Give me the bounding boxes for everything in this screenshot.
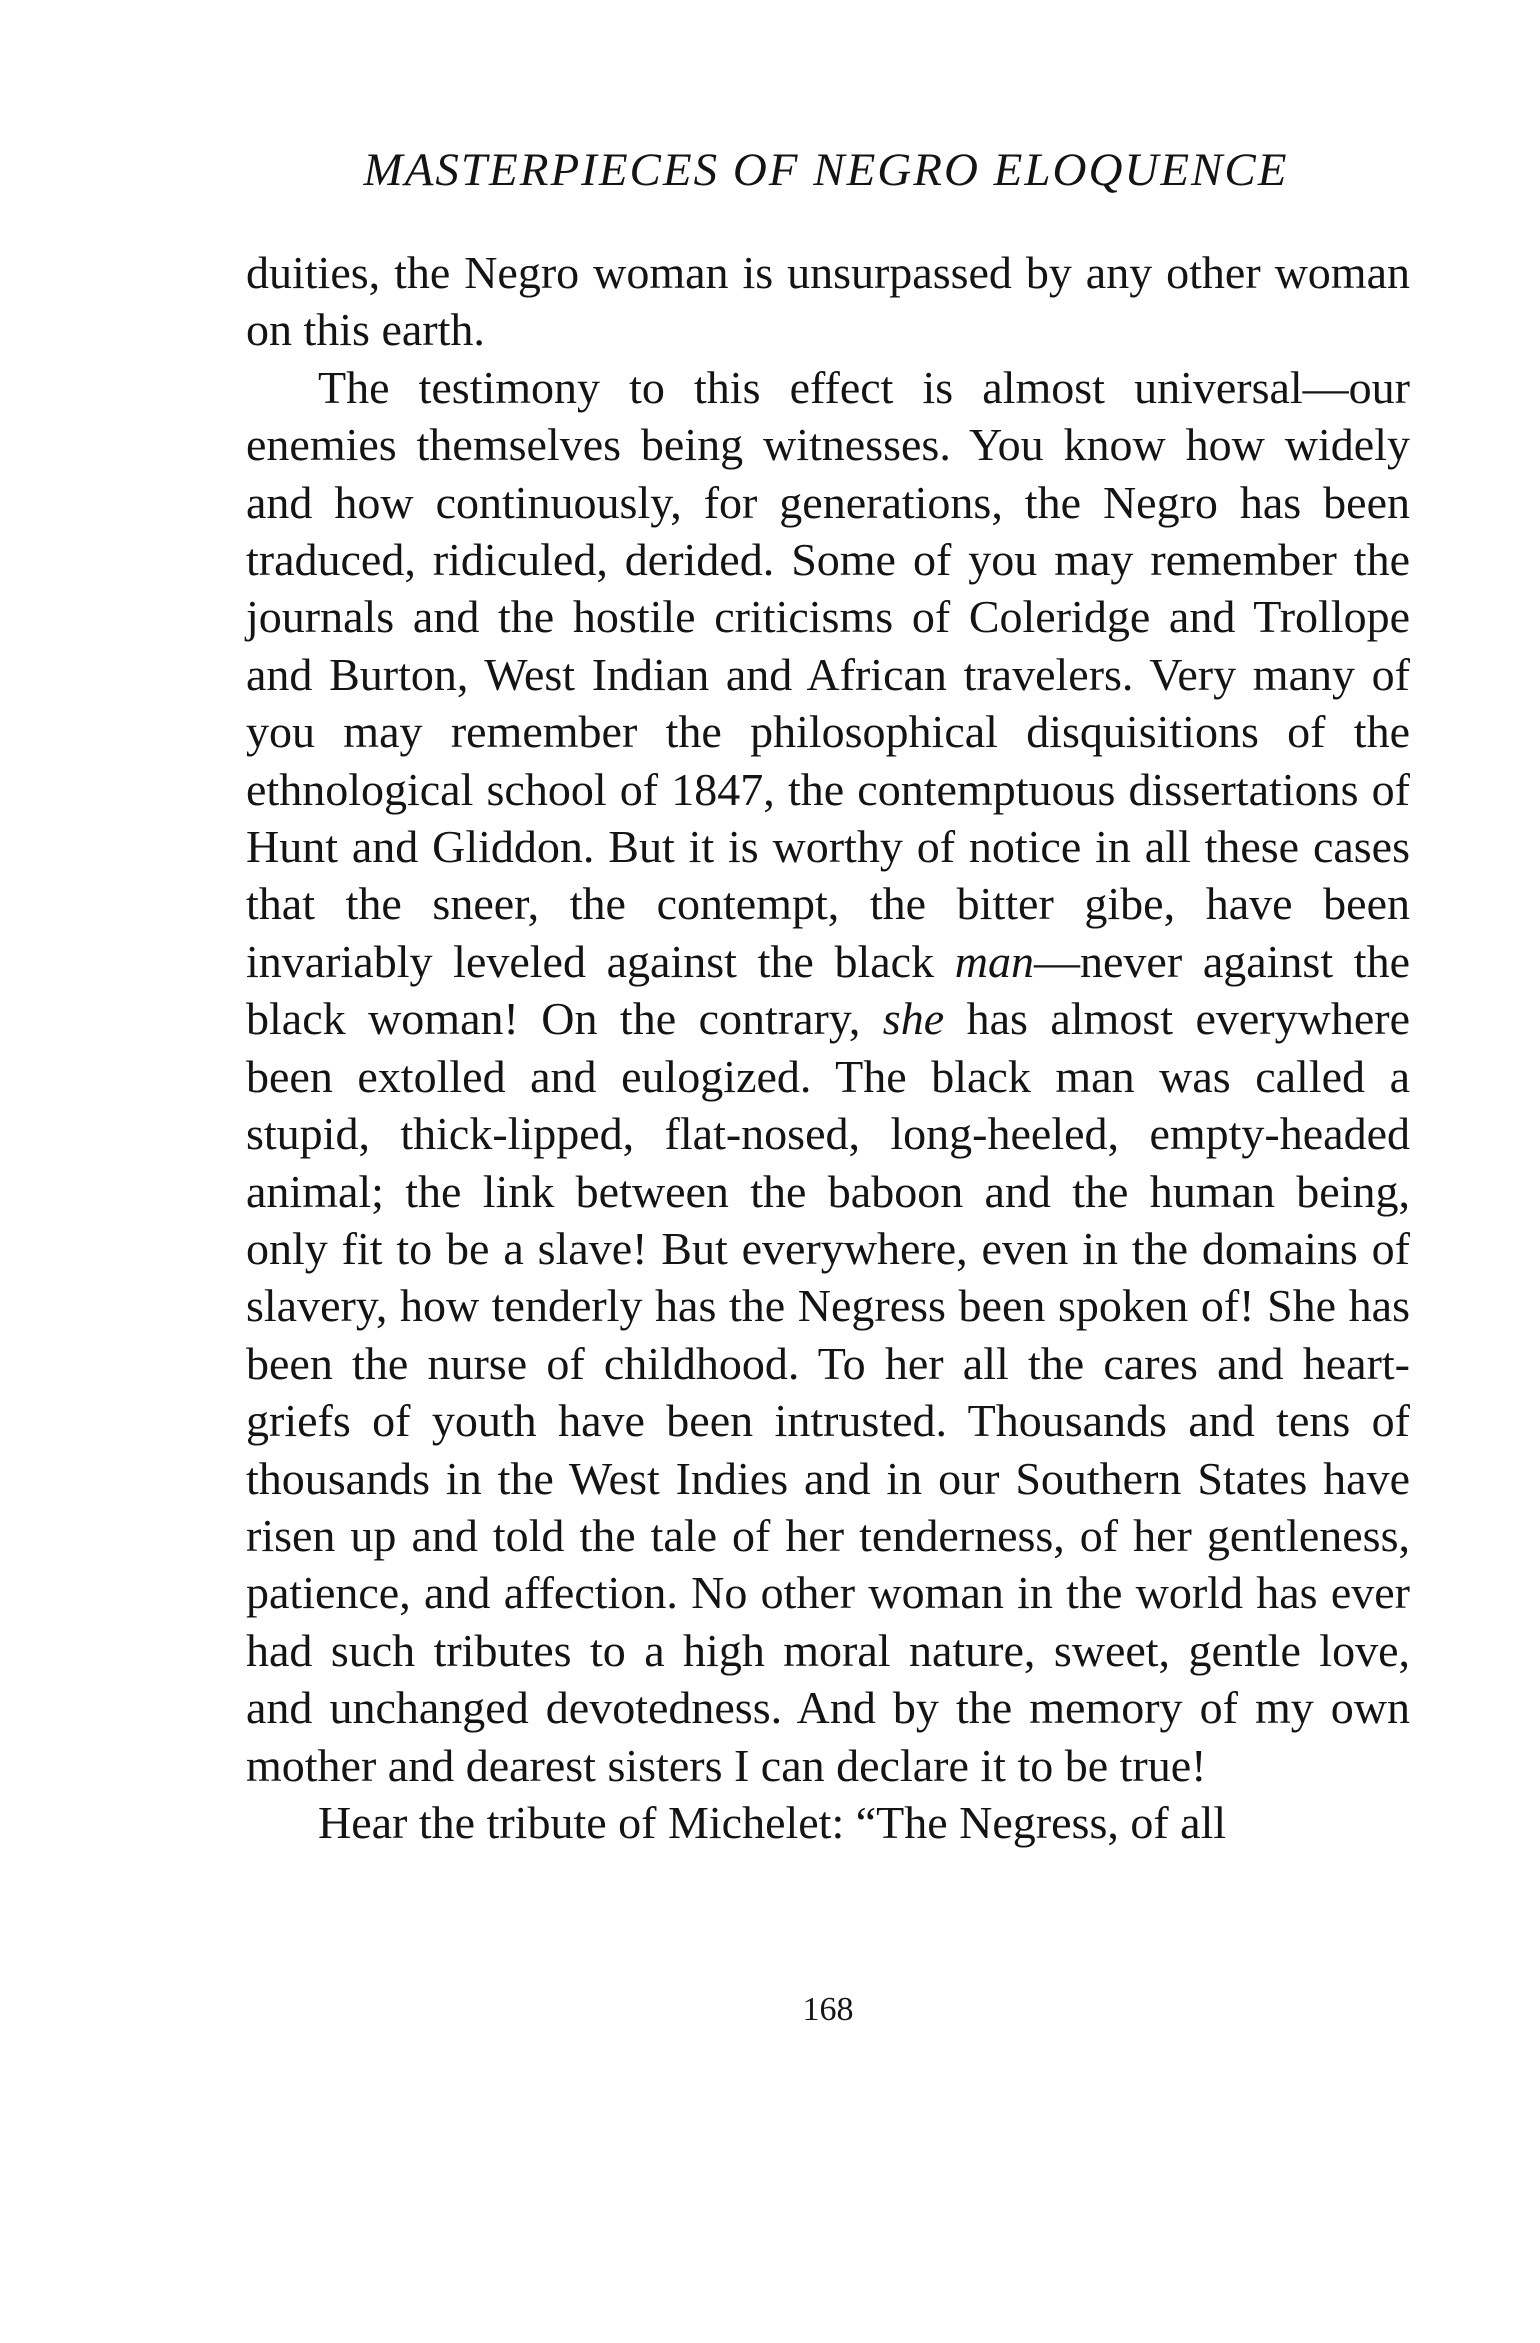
paragraph-text: —never against the black woman! On the contrary, bbox=[246, 935, 1410, 1045]
paragraph bbox=[246, 359, 1410, 1794]
paragraph-text: Hear the tribute of Michelet: “The Negress, of all bbox=[318, 1796, 1227, 1848]
emphasis-text: man bbox=[954, 935, 1034, 987]
paragraph-text: has almost everywhere been extolled and eulogized. The black man was called a stupid, thick-lipped, flat-nosed, long-heeled, empty-headed animal; the link between the baboon and the human being, only fit to be a slave! But everywhere, even in the domains of slavery, how tenderly has the Negress been spoken of! She has been the nurse of childhood. To her all the cares and heart-griefs of youth have been intrusted. Thousands and tens of thousands in the West Indies and in our Southern States have risen up and told the tale of her tenderness, of her gentleness, patience, and affection. No other woman in the world has ever had such tributes to a high moral nature, sweet, gentle love, and unchanged devotedness. And by the memory of my own mother and dearest sisters I can declare it to be true! bbox=[246, 993, 1410, 1791]
paragraph-text: duities, the Negro woman is unsurpassed by any other woman on this earth. bbox=[246, 247, 1410, 356]
paragraph bbox=[246, 244, 1410, 359]
emphasis-text: she bbox=[882, 993, 945, 1045]
body-text bbox=[246, 244, 1410, 1851]
paragraph-text: The testimony to this effect is almost universal—our enemies themselves being witnesses. You know how widely and how continuously, for generations, the Negro has been traduced, ridiculed, derided. Some of you may remember the journals and the hostile criticisms of Coleridge and Trollope and Burton, West Indian and African travelers. Very many of you may remember the philosophical disquisitions of the ethnological school of 1847, the contemptuous dissertations of Hunt and Gliddon. But it is worthy of notice in all these cases that the sneer, the contempt, the bitter gibe, have been invariably leveled against the black bbox=[246, 361, 1410, 987]
paragraph bbox=[246, 1794, 1410, 1851]
page-number: 168 bbox=[802, 1991, 854, 2028]
running-head: MASTERPIECES OF NEGRO ELOQUENCE bbox=[363, 144, 1289, 196]
